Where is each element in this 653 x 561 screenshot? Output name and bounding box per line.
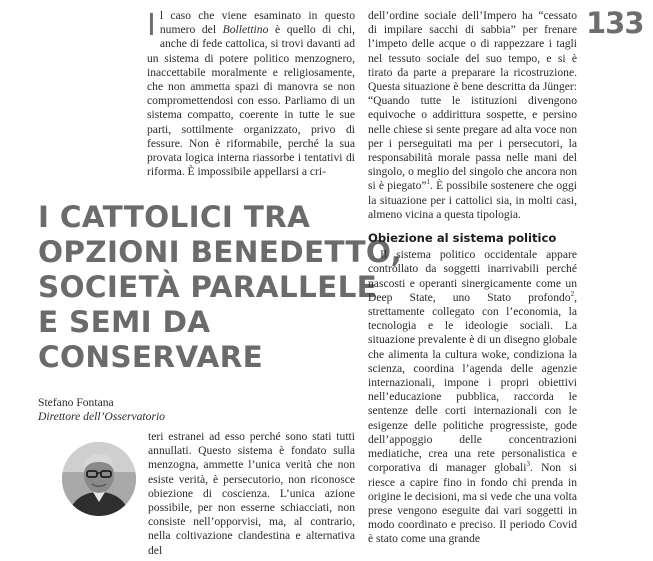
author-photo [62, 442, 136, 516]
footnote-marker: 1 [426, 178, 431, 187]
continuation-paragraph: teri estranei ad esso perché sono stati tutti annullati. Questo sistema è fondato sulla menzogna, ammette l’unica verità che non esiste verità, è persecutorio, non riconosce obiezione di coscienza. L’unica azione possibile, per non esserne schiacciati, non consiste nell’opporvisi, ma, al contrario, nella coltivazione clandestina e alternativa del [148, 430, 355, 557]
journal-name: Bollettino [222, 23, 269, 37]
article-title [38, 200, 403, 375]
column-left-bottom [148, 430, 355, 558]
page-number: 133 [586, 6, 644, 40]
drop-cap: I [147, 8, 156, 43]
author-name: Stefano Fontana [38, 396, 114, 409]
footnote-marker: 3 [526, 460, 530, 469]
author-role: Direttore dell’Osservatorio [38, 410, 165, 423]
section-heading: Obiezione al sistema politico [368, 231, 557, 246]
title-line: CONSERVARE [38, 340, 264, 374]
footnote-marker: 2 [570, 290, 575, 298]
column-left-top [147, 9, 355, 179]
title-line: OPZIONI BENEDETTO, [38, 235, 403, 269]
title-line: SOCIETÀ PARALLELE [38, 270, 378, 304]
title-line: I CATTOLICI TRA [38, 200, 311, 234]
opening-paragraph: Il caso che viene esaminato in questo numero del Bollettino è quello di chi, anche di fede cattolica, si trovi davanti ad un sistema di potere politico menzognero, inaccettabile moralmente e religiosamente, che non ammetta spazi di manovra se non compromettendosi con esso. Parliamo di un sistema compatto, coerente in tutte le sue parti, sottilmente organizzato, privo di fessure. Non è riformabile, perché la sua provata logica interna riassorbe i tentativi di riforma. È impossibile appellarsi a cri- [147, 8, 355, 179]
paragraph: Il sistema politico occidentale appare controllato da soggetti inarrivabili perché nascosti e operanti sinergicamente come un Deep State, uno Stato profondo$^2$, strettamente collegato con l’economia, la tecnologia e le ideologie sociali. La situazione prevalente è di un disegno globale che alimenta la cultura woke, condiziona la scienza, coordina l’agenda delle agenzie internazionali, impone i propri obiettivi nell’educazione pubblica, raccorda le sentenze delle corti internazionali con le esigenze delle politiche progressiste, gode dell’appoggio delle concentrazioni mediatiche, crea una rete personalistica e corporativa di manager globali$^3$. Non si riesce a capire fino in fondo chi prenda in origine le decisioni, ma si vede che una volta prese vengono eseguite dai vari soggetti in modo coordinato e preciso. Il periodo Covid è stato come una grande [368, 248, 577, 546]
byline [38, 396, 165, 424]
column-right [368, 9, 577, 547]
paragraph: dell’ordine sociale dell’Impero ha “cessato di impilare sacchi di sabbia” per frenare l’impeto delle acque o di rappezzare i tagli nel tessuto sociale del suo tempo, e si è tirato da parte a preparare la ricostruzione. Questa situazione è bene descritta da Jünger: “Quando tutte le istituzioni divengono equivoche o addirittura sospette, e persino nelle chiese si sente pregare ad alta voce non per i perseguitati ma per i persecutori, la responsabilità morale passa nelle mani del singolo, o meglio del singolo che ancora non si è piegato”$^1$. È possibile sostenere che oggi la situazione per i cattolici sia, in molti casi, almeno vicina a questa tipologia. [368, 9, 577, 221]
author-portrait-image [62, 442, 136, 516]
title-line: E SEMI DA [38, 305, 211, 339]
